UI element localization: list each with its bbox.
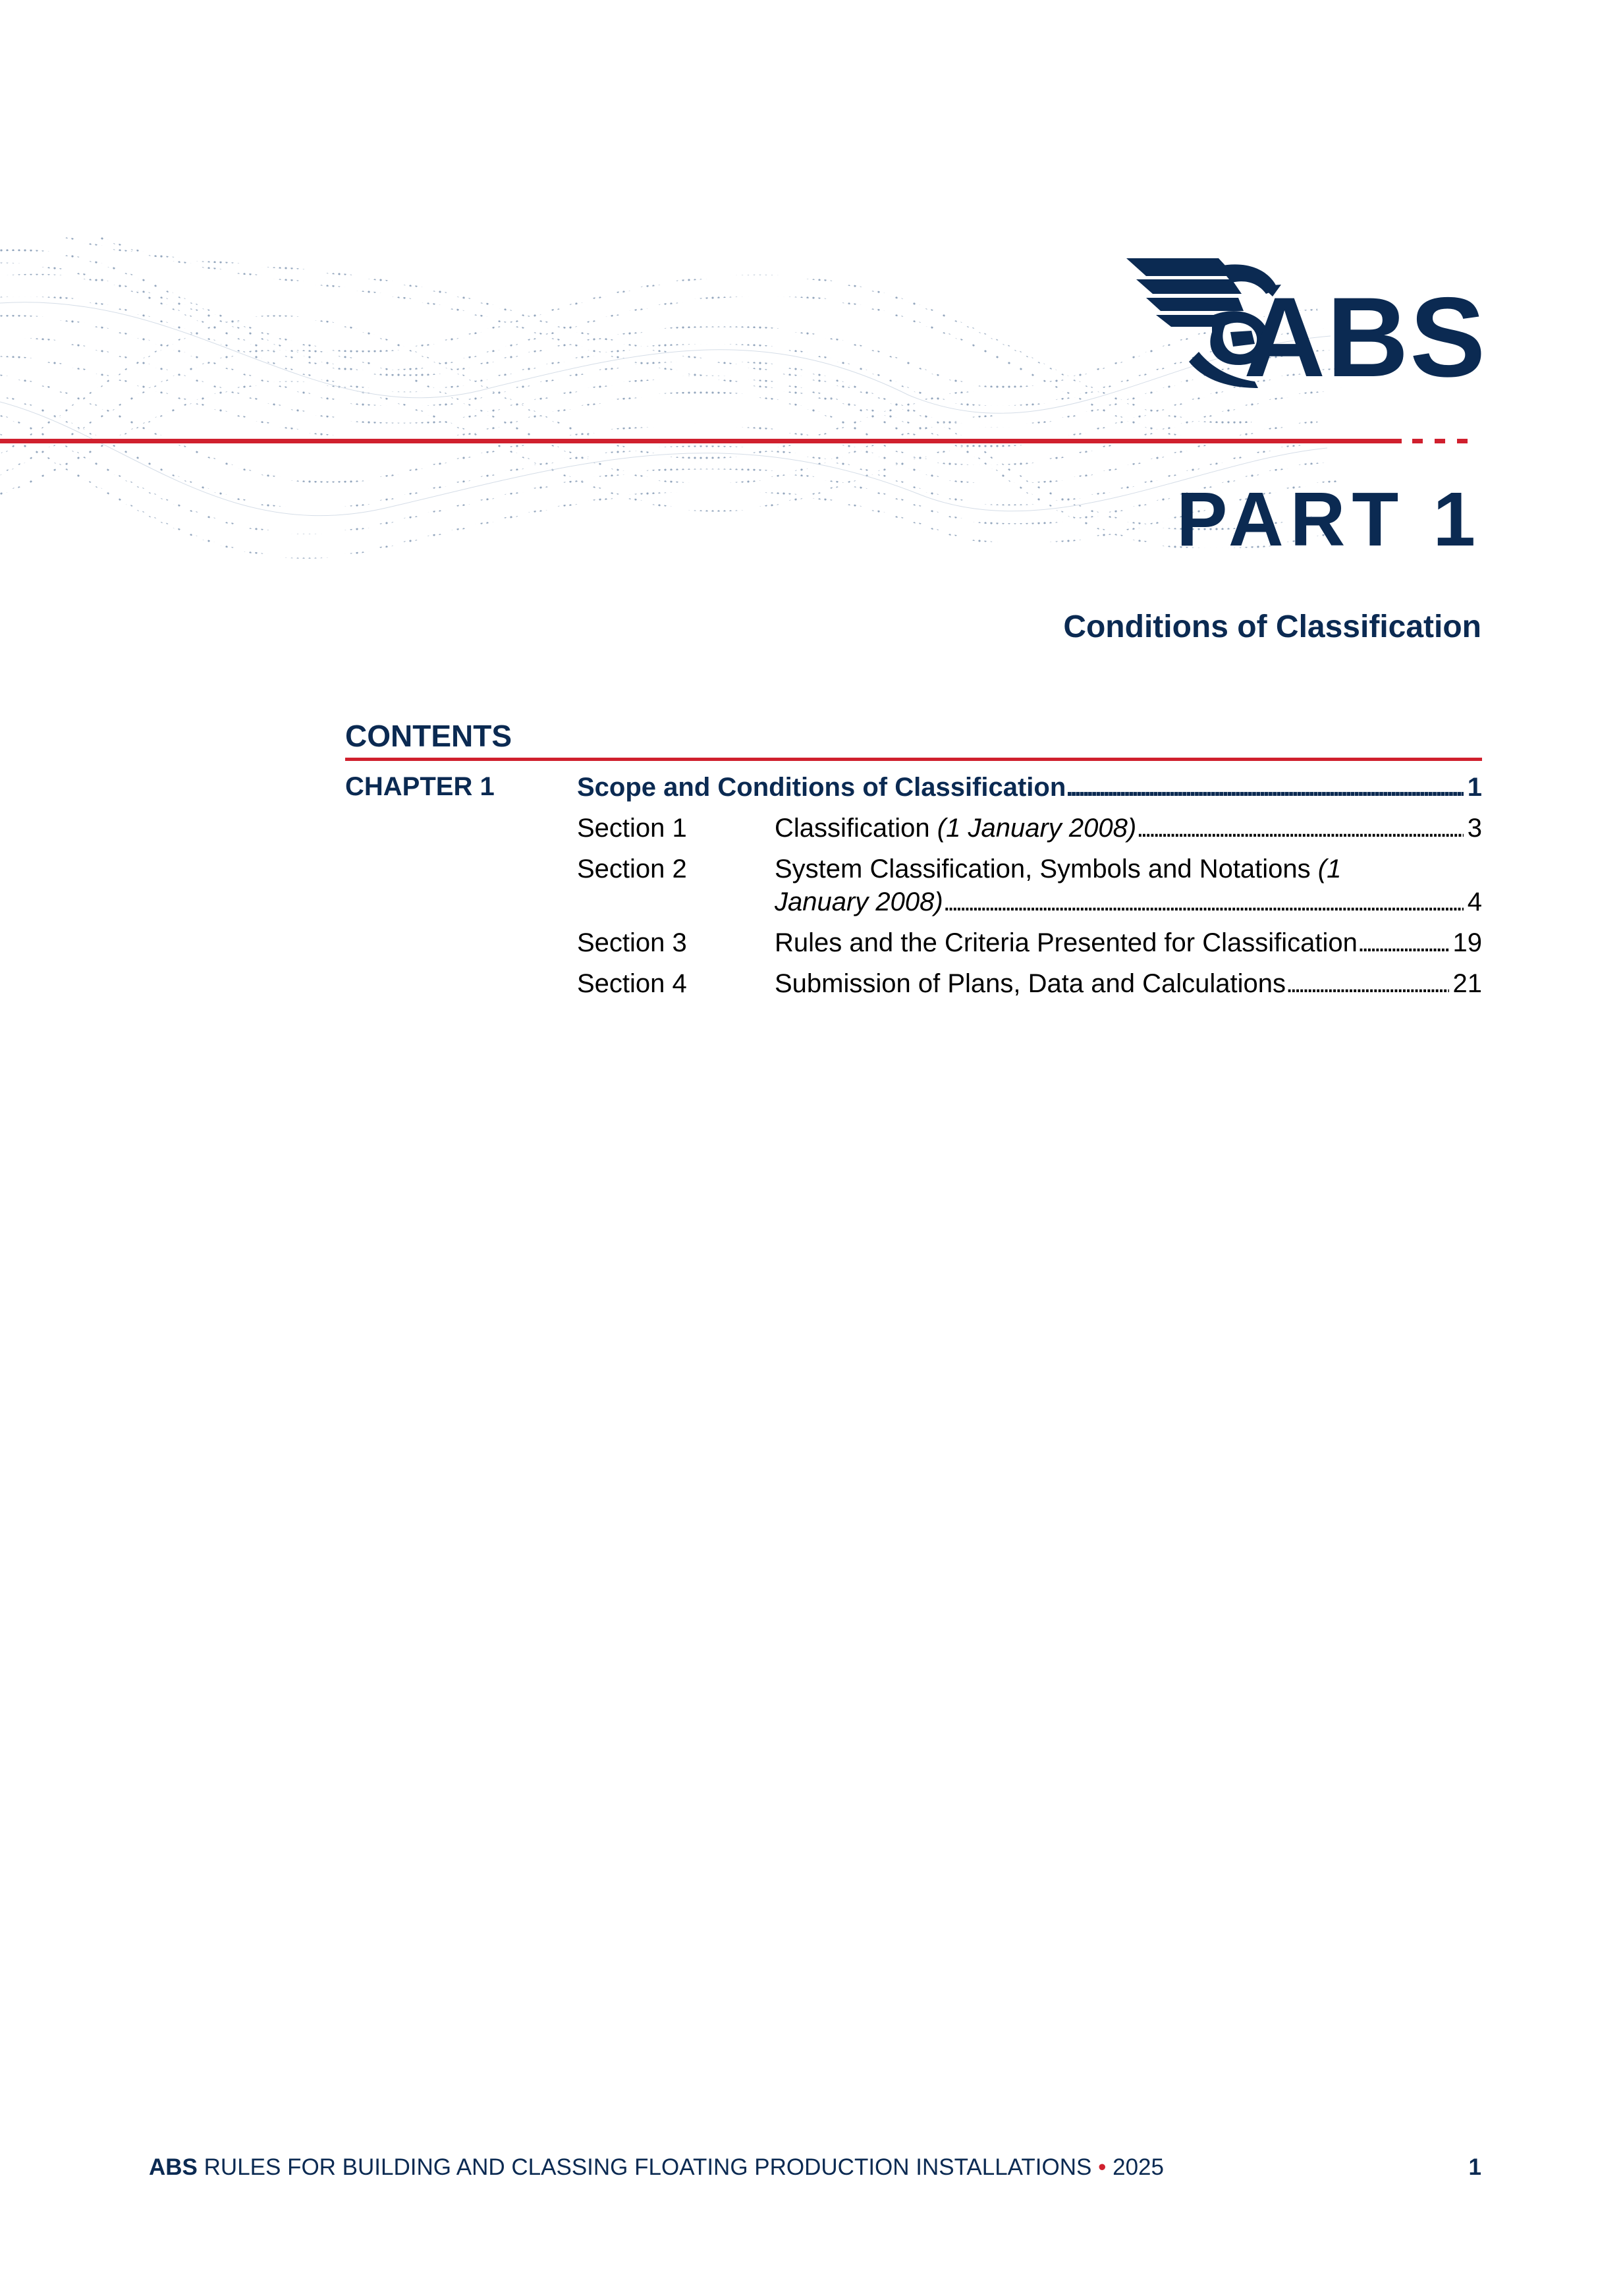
- section-title: Rules and the Criteria Presented for Classification: [775, 928, 1358, 957]
- footer-page-number: 1: [1468, 2154, 1481, 2180]
- abs-logo-text: ABS: [1244, 274, 1487, 401]
- part-subtitle: Conditions of Classification: [1063, 609, 1481, 644]
- page-footer: [149, 2156, 1164, 2179]
- toc-chapter-entry[interactable]: [577, 771, 1482, 804]
- header-red-dash: [1435, 439, 1445, 443]
- dot-leader: [1358, 926, 1449, 959]
- section-label: Section 3: [577, 928, 687, 957]
- section-page: 3: [1467, 814, 1482, 843]
- section-page: 19: [1452, 928, 1482, 957]
- chapter-title: Scope and Conditions of Classification: [577, 773, 1066, 802]
- section-page: 4: [1467, 887, 1482, 916]
- section-label: Section 4: [577, 969, 687, 998]
- toc-section-entry[interactable]: [775, 926, 1482, 959]
- chapter-page: 1: [1467, 773, 1482, 802]
- toc-section-entry[interactable]: [775, 812, 1482, 845]
- dot-leader: [943, 885, 1464, 918]
- footer-brand: ABS: [149, 2154, 198, 2180]
- part-title: PART 1: [1176, 476, 1482, 562]
- section-label: Section 1: [577, 814, 687, 843]
- section-date: (1 January 2008): [937, 814, 1137, 843]
- section-title: Classification (1 January 2008): [775, 814, 1137, 843]
- dot-leader: [1066, 771, 1463, 804]
- section-label: Section 2: [577, 854, 687, 883]
- contents-red-rule: [345, 758, 1482, 761]
- dot-leader: [1286, 967, 1449, 1000]
- contents-heading: CONTENTS: [345, 719, 512, 753]
- header-red-dash: [1457, 439, 1468, 443]
- dot-leader: [1136, 812, 1464, 845]
- section-title-continued: January 2008): [775, 887, 943, 916]
- footer-title: RULES FOR BUILDING AND CLASSING FLOATING PRODUCTION INSTALLATIONS: [204, 2154, 1092, 2180]
- header-red-dash: [1412, 439, 1423, 443]
- section-page: 21: [1452, 969, 1482, 998]
- section-title: Submission of Plans, Data and Calculations: [775, 969, 1286, 998]
- section-title[interactable]: System Classification, Symbols and Notations (1: [775, 854, 1342, 883]
- chapter-number: CHAPTER 1: [345, 772, 495, 801]
- header-red-rule: [0, 439, 1402, 443]
- section-date: (1: [1317, 854, 1342, 883]
- footer-bullet: •: [1098, 2154, 1107, 2180]
- toc-section-entry[interactable]: [775, 885, 1482, 918]
- footer-year: 2025: [1113, 2154, 1164, 2180]
- toc-section-entry[interactable]: [775, 967, 1482, 1000]
